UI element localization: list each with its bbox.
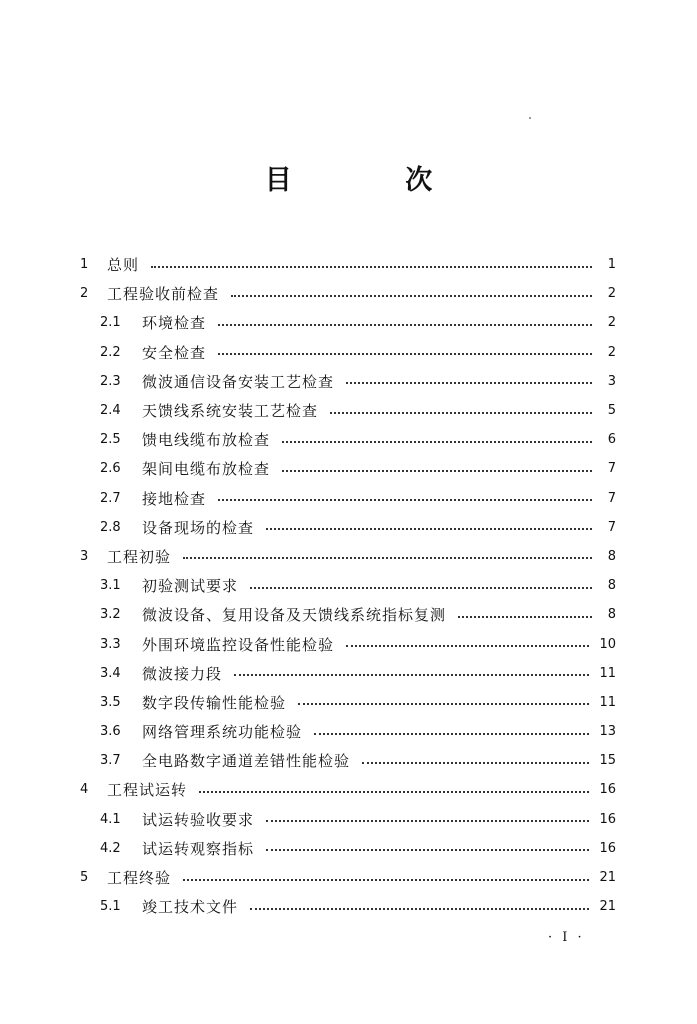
toc-entry[interactable]	[80, 425, 616, 454]
toc-entry-number: 4.1	[100, 811, 121, 827]
toc-entry[interactable]	[80, 746, 616, 775]
toc-entry-number: 1	[80, 257, 89, 273]
toc-entry-page: 13	[599, 724, 616, 740]
toc-entry-title: 设备现场的检查	[142, 518, 255, 537]
toc-entry[interactable]	[80, 571, 616, 600]
dot-leader	[330, 412, 592, 414]
toc-entry[interactable]	[80, 863, 616, 892]
toc-entry-page: 2	[607, 315, 616, 331]
toc-entry-number: 2.1	[100, 315, 121, 331]
toc-entry-page: 11	[599, 665, 616, 681]
toc-entry-title: 试运转观察指标	[142, 839, 255, 858]
toc-entry-title: 总则	[107, 256, 140, 275]
toc-entry-title: 试运转验收要求	[142, 810, 255, 829]
dot-leader	[346, 382, 592, 384]
toc-entry-title: 安全检查	[142, 343, 207, 362]
toc-entry-number: 2.6	[100, 461, 121, 477]
toc-entry-number: 2.4	[100, 403, 121, 419]
toc-entry[interactable]	[80, 367, 616, 396]
toc-entry-page: 16	[599, 782, 616, 798]
toc-entry-title: 初验测试要求	[142, 577, 239, 596]
toc-entry-number: 2.8	[100, 519, 121, 535]
toc-entry-page: 3	[607, 373, 616, 389]
toc-entry-number: 2.3	[100, 373, 121, 389]
toc-entry-title: 竣工技术文件	[142, 898, 239, 917]
toc-entry-page: 10	[599, 636, 616, 652]
toc-entry-title: 工程初验	[107, 547, 172, 566]
toc-entry[interactable]	[80, 892, 616, 921]
toc-entry-page: 8	[607, 548, 616, 564]
toc-entry-page: 1	[607, 257, 616, 273]
toc-entry-number: 2.2	[100, 344, 121, 360]
toc-entry-page: 8	[607, 607, 616, 623]
toc-entry-page: 16	[599, 811, 616, 827]
toc-entry[interactable]	[80, 629, 616, 658]
toc-entry-page: 21	[599, 870, 616, 886]
toc-entry-title: 外围环境监控设备性能检验	[142, 635, 335, 654]
dot-leader	[183, 879, 589, 881]
toc-entry-number: 3.7	[100, 753, 121, 769]
dot-leader	[151, 266, 592, 268]
toc-entry-number: 3.4	[100, 665, 121, 681]
toc-entry-title: 网络管理系统功能检验	[142, 723, 303, 742]
toc-entry-page: 11	[599, 694, 616, 710]
toc-entry[interactable]	[80, 513, 616, 542]
dot-leader	[218, 353, 592, 355]
dot-leader	[231, 295, 592, 297]
toc-entry-title: 工程终验	[107, 869, 172, 888]
toc-entry-number: 3.1	[100, 578, 121, 594]
toc-entry[interactable]	[80, 775, 616, 804]
toc-entry-page: 7	[607, 461, 616, 477]
toc-entry-number: 4.2	[100, 840, 121, 856]
toc-entry[interactable]	[80, 454, 616, 483]
toc-entry-page: 16	[599, 840, 616, 856]
toc-entry-number: 2.5	[100, 432, 121, 448]
toc-entry-page: 21	[599, 899, 616, 915]
toc-entry-number: 2.7	[100, 490, 121, 506]
toc-entry-title: 天馈线系统安装工艺检查	[142, 402, 319, 421]
toc-entry-page: 5	[607, 403, 616, 419]
dot-leader	[266, 528, 592, 530]
toc-entry-page: 8	[607, 578, 616, 594]
toc-entry-number: 4	[80, 782, 89, 798]
toc-entry-number: 3.6	[100, 724, 121, 740]
toc-entry[interactable]	[80, 834, 616, 863]
toc-entry-title: 工程验收前检查	[107, 285, 220, 304]
toc-entry[interactable]	[80, 338, 616, 367]
toc-entry[interactable]	[80, 396, 616, 425]
toc-entry-title: 微波设备、复用设备及天馈线系统指标复测	[142, 606, 447, 625]
dot-leader	[346, 645, 589, 647]
toc-entry[interactable]	[80, 250, 616, 279]
toc-entry-number: 2	[80, 286, 89, 302]
toc-entry-number: 5	[80, 870, 89, 886]
toc-entry-number: 3.3	[100, 636, 121, 652]
toc-entry[interactable]	[80, 659, 616, 688]
toc-entry-page: 7	[607, 519, 616, 535]
toc-entry-title: 架间电缆布放检查	[142, 460, 271, 479]
toc-entry-page: 7	[607, 490, 616, 506]
toc-entry-title: 接地检查	[142, 489, 207, 508]
dot-leader	[218, 324, 592, 326]
toc-entry[interactable]	[80, 542, 616, 571]
dot-leader	[218, 499, 592, 501]
dot-leader	[250, 908, 589, 910]
toc-entry-number: 3.2	[100, 607, 121, 623]
dot-leader	[314, 733, 589, 735]
toc-entry-number: 5.1	[100, 899, 121, 915]
dot-leader	[183, 557, 592, 559]
toc-entry-title: 微波通信设备安装工艺检查	[142, 372, 335, 391]
dot-leader	[250, 587, 592, 589]
toc-entry-page: 15	[599, 753, 616, 769]
dot-leader	[362, 762, 589, 764]
toc-entry-title: 全电路数字通道差错性能检验	[142, 752, 351, 771]
scan-speck	[529, 117, 531, 119]
toc-entry-page: 6	[607, 432, 616, 448]
dot-leader	[458, 616, 592, 618]
toc-entry-title: 环境检查	[142, 314, 207, 333]
dot-leader	[266, 820, 589, 822]
toc-entry-page: 2	[607, 344, 616, 360]
toc-entry[interactable]	[80, 308, 616, 337]
toc-entry-number: 3.5	[100, 694, 121, 710]
dot-leader	[298, 703, 589, 705]
toc-entry-title: 馈电线缆布放检查	[142, 431, 271, 450]
page-title: 目 次	[264, 165, 485, 196]
dot-leader	[266, 849, 589, 851]
toc-entry-page: 2	[607, 286, 616, 302]
toc-entry-title: 数字段传输性能检验	[142, 693, 287, 712]
toc-entry[interactable]	[80, 805, 616, 834]
toc-entry-title: 微波接力段	[142, 664, 223, 683]
toc-entry[interactable]	[80, 688, 616, 717]
dot-leader	[234, 674, 589, 676]
toc-entry[interactable]	[80, 717, 616, 746]
toc-entry[interactable]	[80, 279, 616, 308]
dot-leader	[282, 470, 592, 472]
page-folio: · I ·	[548, 930, 585, 945]
toc-entry[interactable]	[80, 484, 616, 513]
dot-leader	[282, 441, 592, 443]
dot-leader	[199, 791, 589, 793]
toc-entry-number: 3	[80, 548, 89, 564]
toc-entry-title: 工程试运转	[107, 781, 188, 800]
toc-entry[interactable]	[80, 600, 616, 629]
table-of-contents	[80, 250, 616, 921]
